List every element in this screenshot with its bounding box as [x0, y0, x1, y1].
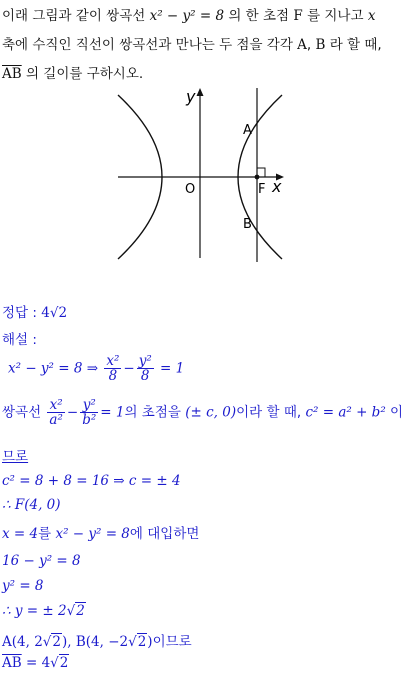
- sqrt: √2: [42, 634, 61, 650]
- focus-label: F: [293, 8, 303, 24]
- fraction: $\frac{\text{x²}}{8}$: [106, 353, 120, 385]
- solution-step-2: 쌍곡선 $\frac{\text{x²}}{\text{a²}}$ − $\frac{\text{y²}}{\text{b²}}$ = 1의 초점을 (± c, 0)이라 할 때, c² = a² + b² 이: [2, 397, 403, 429]
- label-a: A: [243, 123, 252, 138]
- x-axis-label: x: [272, 177, 282, 196]
- origin-label: O: [185, 182, 196, 197]
- point-b-label: B: [315, 37, 326, 53]
- point-a-label: A: [297, 37, 307, 53]
- solution-step-7: 16 − y² = 8: [2, 553, 81, 569]
- solution-step-3: 므로: [2, 449, 29, 465]
- question-text: 축에 수직인 직선이 쌍곡선과 만나는 두 점을 각각: [2, 37, 293, 53]
- solution-step-6: x = 4를 x² − y² = 8에 대입하면: [2, 526, 200, 542]
- fraction: $\frac{\text{y²}}{\text{b²}}$: [82, 397, 97, 429]
- question-text: 이래 그림과 같이 쌍곡선: [2, 8, 146, 24]
- label-f: F: [258, 182, 266, 197]
- answer-label: 정답: [2, 305, 29, 321]
- segment-ab: $\overline{AB}$: [2, 655, 22, 671]
- question-text: 를 지나고: [307, 8, 364, 24]
- hyperbola-equation: x² − y² = 8: [149, 8, 225, 24]
- solution-step-10: A(4, 2√2), B(4, −2√2)이므로: [2, 634, 192, 650]
- fraction: $\frac{\text{y²}}{8}$: [138, 353, 152, 385]
- explanation-label-line: 해설 :: [2, 332, 37, 348]
- solution-step-9: ∴ y = ± 2√2: [2, 603, 85, 619]
- question-line-2: 축에 수직인 직선이 쌍곡선과 만나는 두 점을 각각 A, B 라 할 때,: [2, 37, 382, 53]
- explanation-label: 해설: [2, 332, 29, 348]
- solution-step-4: c² = 8 + 8 = 16 ⇒ c = ± 4: [2, 473, 181, 489]
- y-axis-label: y: [186, 87, 196, 106]
- focus-point: [255, 175, 260, 180]
- solution-step-8: y² = 8: [2, 578, 44, 594]
- y-axis-arrow: [197, 88, 204, 96]
- question-text: 의 길이를 구하시오.: [25, 66, 144, 82]
- hyperbola-figure: [0, 0, 400, 270]
- segment-ab: $\overline{AB}$: [2, 66, 22, 82]
- solution-step-5: ∴ F(4, 0): [2, 497, 61, 513]
- question-text: 라 할 때,: [329, 37, 382, 53]
- x-variable: x: [367, 8, 376, 24]
- solution-step-11: $\overline{AB} = 4√2$: [2, 655, 69, 671]
- answer-line: 정답 : 4√2: [2, 305, 68, 321]
- solution-step-1: x² − y² = 8 ⇒ $\frac{\text{x²}}{8}$ − $\frac{\text{y²}}{8}$ = 1: [8, 353, 185, 385]
- sqrt: √2: [66, 603, 85, 619]
- answer-value: 4√2: [41, 305, 68, 321]
- label-b: B: [243, 217, 252, 232]
- sqrt: √2: [128, 634, 147, 650]
- sqrt: √2: [50, 655, 69, 671]
- question-text: 의 한 초점: [228, 8, 290, 24]
- fraction: $\frac{\text{x²}}{\text{a²}}$: [49, 397, 63, 429]
